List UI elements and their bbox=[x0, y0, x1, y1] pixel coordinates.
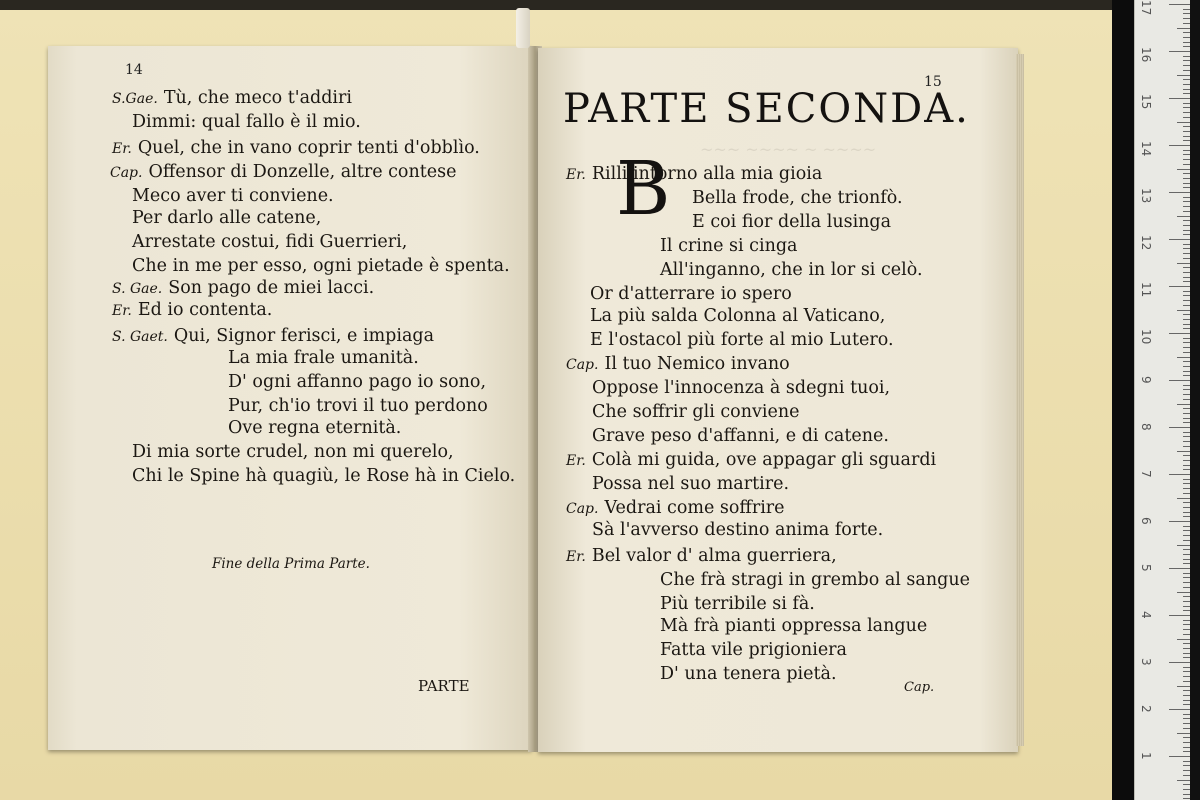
verse-text: La mia frale umanità. bbox=[228, 348, 419, 368]
page-edge-stack bbox=[1016, 54, 1024, 746]
top-shadow-strip bbox=[0, 0, 1112, 10]
speaker-label: Cap. bbox=[110, 165, 143, 181]
verse-text: Quel, che in vano coprir tenti d'obblìo. bbox=[137, 138, 480, 158]
verse-text: Che in me per esso, ogni pietade è spenta. bbox=[132, 256, 510, 276]
ruler-number: 17 bbox=[1139, 0, 1153, 16]
right-page-number: 15 bbox=[924, 74, 942, 90]
verse-text: Oppose l'innocenza à sdegni tuoi, bbox=[592, 378, 891, 398]
ruler-tick bbox=[1177, 216, 1191, 217]
verse-text: Offensor di Donzelle, altre contese bbox=[148, 162, 457, 182]
ruler-tick bbox=[1177, 263, 1191, 264]
verse-text: Son pago de miei lacci. bbox=[168, 278, 375, 298]
ruler-tick bbox=[1169, 4, 1191, 5]
ruler-number: 8 bbox=[1139, 423, 1153, 431]
ruler-tick bbox=[1177, 357, 1191, 358]
left-page-line bbox=[228, 396, 488, 416]
ruler-tick bbox=[1169, 286, 1191, 287]
verse-text: Or d'atterrare io spero bbox=[590, 284, 792, 304]
measuring-ruler bbox=[1134, 0, 1191, 800]
ruler-tick bbox=[1177, 592, 1191, 593]
verse-text: Sà l'avverso destino anima forte. bbox=[592, 520, 884, 540]
ruler-tick bbox=[1169, 521, 1191, 522]
ruler-number: 9 bbox=[1139, 376, 1153, 384]
ruler-tick bbox=[1177, 780, 1191, 781]
ruler-tick bbox=[1169, 380, 1191, 381]
left-page-number: 14 bbox=[125, 62, 143, 78]
speaker-label: S.Gae. bbox=[112, 91, 158, 107]
verse-text: Vedrai come soffrire bbox=[604, 498, 785, 518]
left-page-line bbox=[110, 162, 456, 183]
drop-cap: B bbox=[616, 146, 671, 232]
verse-text: Tù, che meco t'addiri bbox=[163, 88, 352, 108]
verse-text: Ove regna eternità. bbox=[228, 418, 402, 438]
right-page-line bbox=[590, 306, 885, 326]
right-page-line bbox=[566, 354, 790, 375]
page-title: PARTE SECONDA. bbox=[563, 86, 970, 132]
verse-text: Pur, ch'io trovi il tuo perdono bbox=[228, 396, 488, 416]
left-page-line bbox=[132, 186, 334, 206]
ruler-number: 12 bbox=[1139, 235, 1153, 251]
ruler-number: 3 bbox=[1139, 658, 1153, 666]
verse-text: All'inganno, che in lor si celò. bbox=[660, 260, 923, 280]
end-of-part-note: Fine della Prima Parte. bbox=[212, 556, 370, 572]
left-page-line bbox=[112, 278, 374, 299]
ruler-tick bbox=[1177, 733, 1191, 734]
verse-text: Di mia sorte crudel, non mi querelo, bbox=[132, 442, 454, 462]
left-page-line bbox=[132, 442, 454, 462]
right-page-line bbox=[660, 570, 970, 590]
left-page-line bbox=[132, 112, 361, 132]
ruler-number: 11 bbox=[1139, 282, 1153, 298]
verse-text: Che frà stragi in grembo al sangue bbox=[660, 570, 970, 590]
left-catchword: PARTE bbox=[418, 677, 470, 695]
right-page-line bbox=[692, 188, 903, 208]
verse-text: Bel valor d' alma guerriera, bbox=[591, 546, 837, 566]
ruler-number: 4 bbox=[1139, 611, 1153, 619]
ruler-tick bbox=[1177, 122, 1191, 123]
ruler-tick bbox=[1169, 709, 1191, 710]
ruler-number: 7 bbox=[1139, 470, 1153, 478]
left-page-line bbox=[228, 418, 401, 438]
left-page-line bbox=[112, 138, 480, 159]
left-page-line bbox=[228, 372, 486, 392]
left-page-line bbox=[228, 348, 419, 368]
verse-text: Meco aver ti conviene. bbox=[132, 186, 334, 206]
speaker-label: S. Gae. bbox=[112, 281, 163, 297]
ruler-tick bbox=[1169, 662, 1191, 663]
ruler-tick bbox=[1169, 474, 1191, 475]
ruler-tick bbox=[1177, 686, 1191, 687]
verse-text: Ed io contenta. bbox=[137, 300, 273, 320]
left-page-line bbox=[132, 208, 321, 228]
ruler-gap bbox=[1112, 0, 1134, 800]
verse-text: Mà frà pianti oppressa langue bbox=[660, 616, 928, 636]
ruler-tick bbox=[1177, 639, 1191, 640]
ruler-tick bbox=[1177, 545, 1191, 546]
right-page-line bbox=[590, 284, 792, 304]
verse-text: Il tuo Nemico invano bbox=[604, 354, 790, 374]
ruler-tick bbox=[1177, 310, 1191, 311]
ruler-tick bbox=[1177, 75, 1191, 76]
ruler-number: 10 bbox=[1139, 329, 1153, 345]
ruler-tick bbox=[1169, 239, 1191, 240]
ruler-edge bbox=[1190, 0, 1200, 800]
ruler-number: 16 bbox=[1139, 47, 1153, 63]
speaker-label: Cap. bbox=[566, 501, 599, 517]
right-page-line bbox=[660, 260, 923, 280]
verse-text: Possa nel suo martire. bbox=[592, 474, 790, 494]
right-page-line bbox=[660, 236, 797, 256]
verse-text: D' ogni affanno pago io sono, bbox=[228, 372, 487, 392]
right-page-line bbox=[590, 330, 894, 350]
verse-text: Il crine si cinga bbox=[660, 236, 798, 256]
ruler-number: 6 bbox=[1139, 517, 1153, 525]
verse-text: Colà mi guida, ove appagar gli sguardi bbox=[591, 450, 937, 470]
speaker-label: Er. bbox=[566, 167, 586, 183]
ruler-tick bbox=[1169, 568, 1191, 569]
left-page-line bbox=[112, 88, 352, 109]
ruler-number: 13 bbox=[1139, 188, 1153, 204]
right-page-line bbox=[592, 426, 889, 446]
ruler-tick bbox=[1169, 756, 1191, 757]
ruler-tick bbox=[1169, 333, 1191, 334]
ruler-number: 1 bbox=[1139, 752, 1153, 760]
ruler-tick bbox=[1177, 28, 1191, 29]
ruler-tick bbox=[1169, 615, 1191, 616]
ruler-tick bbox=[1169, 51, 1191, 52]
binding-thread bbox=[516, 8, 530, 48]
verse-text: Per darlo alle catene, bbox=[132, 208, 322, 228]
left-page-line bbox=[132, 256, 510, 276]
right-page-line bbox=[566, 164, 822, 185]
ruler-tick bbox=[1169, 145, 1191, 146]
ruler-tick bbox=[1177, 169, 1191, 170]
right-catchword: Cap. bbox=[904, 680, 935, 695]
right-page-line bbox=[592, 378, 890, 398]
verse-text: E coi fior della lusinga bbox=[692, 212, 892, 232]
right-page-line bbox=[692, 212, 891, 232]
verse-text: La più salda Colonna al Vaticano, bbox=[590, 306, 886, 326]
speaker-label: Er. bbox=[566, 453, 586, 469]
ruler-number: 2 bbox=[1139, 705, 1153, 713]
bleed-through-text: ~~~ ~~~~ ~ ~~~~ bbox=[700, 140, 877, 159]
right-page-line bbox=[660, 616, 927, 636]
right-page-line bbox=[660, 594, 815, 614]
ruler-number: 15 bbox=[1139, 94, 1153, 110]
verse-text: Che soffrir gli conviene bbox=[592, 402, 800, 422]
left-page-line bbox=[112, 326, 434, 347]
verse-text: Chi le Spine hà quagiù, le Rose hà in Cielo. bbox=[132, 466, 516, 486]
verse-text: Bella frode, che trionfò. bbox=[692, 188, 903, 208]
verse-text: D' una tenera pietà. bbox=[660, 664, 837, 684]
verse-text: Dimmi: qual fallo è il mio. bbox=[132, 112, 361, 132]
right-page-line bbox=[566, 498, 785, 519]
verse-text: Fatta vile prigioniera bbox=[660, 640, 847, 660]
right-page-line bbox=[660, 640, 847, 660]
ruler-tick bbox=[1177, 451, 1191, 452]
speaker-label: Er. bbox=[112, 141, 132, 157]
right-page-line bbox=[592, 520, 883, 540]
ruler-number: 5 bbox=[1139, 564, 1153, 572]
left-page-line bbox=[132, 466, 515, 486]
right-page-line bbox=[566, 450, 936, 471]
right-page-line bbox=[592, 402, 799, 422]
ruler-tick bbox=[1169, 192, 1191, 193]
ruler-number: 14 bbox=[1139, 141, 1153, 157]
verse-text: Grave peso d'affanni, e di catene. bbox=[592, 426, 889, 446]
left-page-line bbox=[132, 232, 407, 252]
left-page-line bbox=[112, 300, 272, 321]
verse-text: Più terribile si fà. bbox=[660, 594, 815, 614]
verse-text: Rilli intorno alla mia gioia bbox=[591, 164, 823, 184]
ruler-tick bbox=[1177, 404, 1191, 405]
ruler-tick bbox=[1169, 427, 1191, 428]
ruler-tick bbox=[1177, 498, 1191, 499]
right-page-line bbox=[592, 474, 789, 494]
right-page-line bbox=[660, 664, 837, 684]
verse-text: E l'ostacol più forte al mio Lutero. bbox=[590, 330, 894, 350]
verse-text: Arrestate costui, fidi Guerrieri, bbox=[132, 232, 408, 252]
speaker-label: Er. bbox=[566, 549, 586, 565]
speaker-label: S. Gaet. bbox=[112, 329, 168, 345]
speaker-label: Cap. bbox=[566, 357, 599, 373]
right-page-line bbox=[566, 546, 837, 567]
verse-text: Qui, Signor ferisci, e impiaga bbox=[173, 326, 435, 346]
speaker-label: Er. bbox=[112, 303, 132, 319]
ruler-tick bbox=[1169, 98, 1191, 99]
